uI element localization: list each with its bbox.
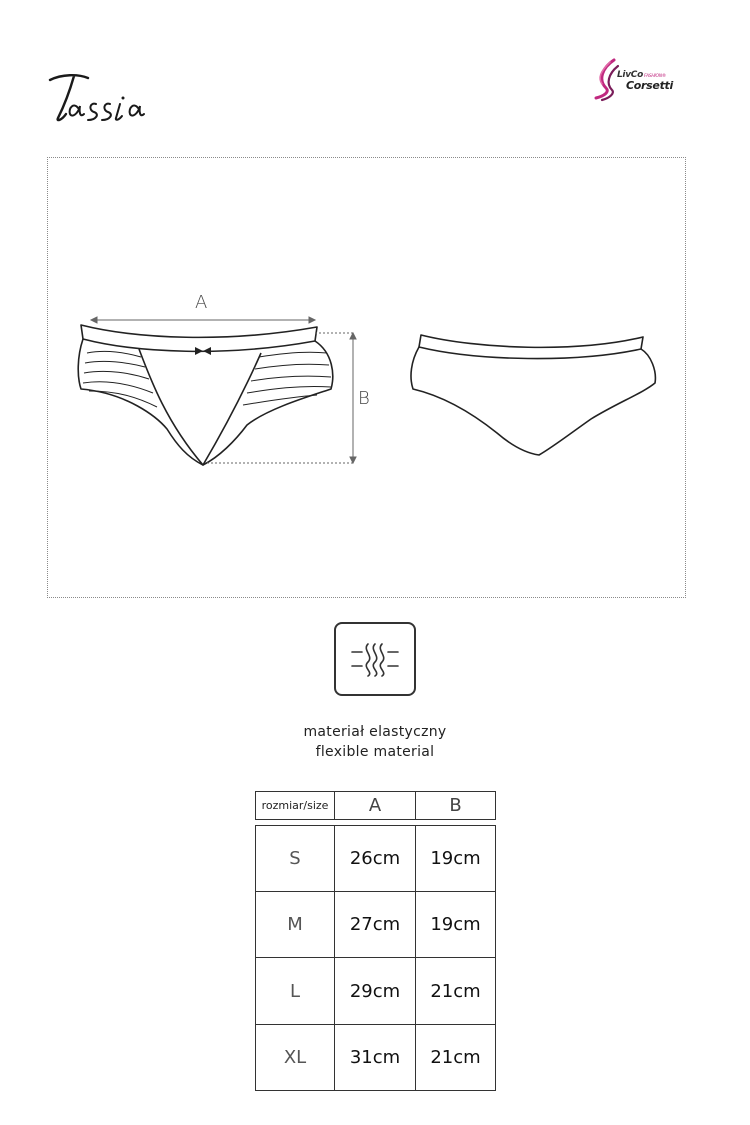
garment-diagram xyxy=(47,157,686,598)
column-a-header: A xyxy=(334,791,416,820)
column-b-header: B xyxy=(415,791,496,820)
table-row-a: 26cm xyxy=(334,825,416,892)
table-row-a: 31cm xyxy=(334,1024,416,1091)
product-name-logo xyxy=(44,68,164,128)
dimension-b-label: B xyxy=(358,388,370,409)
bow-icon xyxy=(195,347,211,355)
logo-line1: LivCoFASHION® xyxy=(617,70,666,80)
back-view-drawing xyxy=(411,335,655,455)
table-row-size: M xyxy=(255,891,335,958)
table-row-size: L xyxy=(255,957,335,1025)
material-label-pl: materiał elastyczny xyxy=(303,724,447,740)
dimension-a-label: A xyxy=(195,292,208,313)
table-row-b: 21cm xyxy=(415,957,496,1025)
brand-logo xyxy=(592,58,684,102)
table-row-size: XL xyxy=(255,1024,335,1091)
dimension-b-line xyxy=(207,333,356,463)
front-view-drawing xyxy=(78,325,333,465)
logo-line2: Corsetti xyxy=(626,79,673,92)
table-row-b: 19cm xyxy=(415,825,496,892)
table-row-a: 29cm xyxy=(334,957,416,1025)
stretch-material-icon xyxy=(334,622,416,696)
size-column-header: rozmiar/size xyxy=(255,791,335,820)
material-label-en: flexible material xyxy=(315,744,435,760)
table-row-b: 19cm xyxy=(415,891,496,958)
table-row-b: 21cm xyxy=(415,1024,496,1091)
table-row-size: S xyxy=(255,825,335,892)
table-row-a: 27cm xyxy=(334,891,416,958)
dimension-a-line xyxy=(91,317,315,323)
